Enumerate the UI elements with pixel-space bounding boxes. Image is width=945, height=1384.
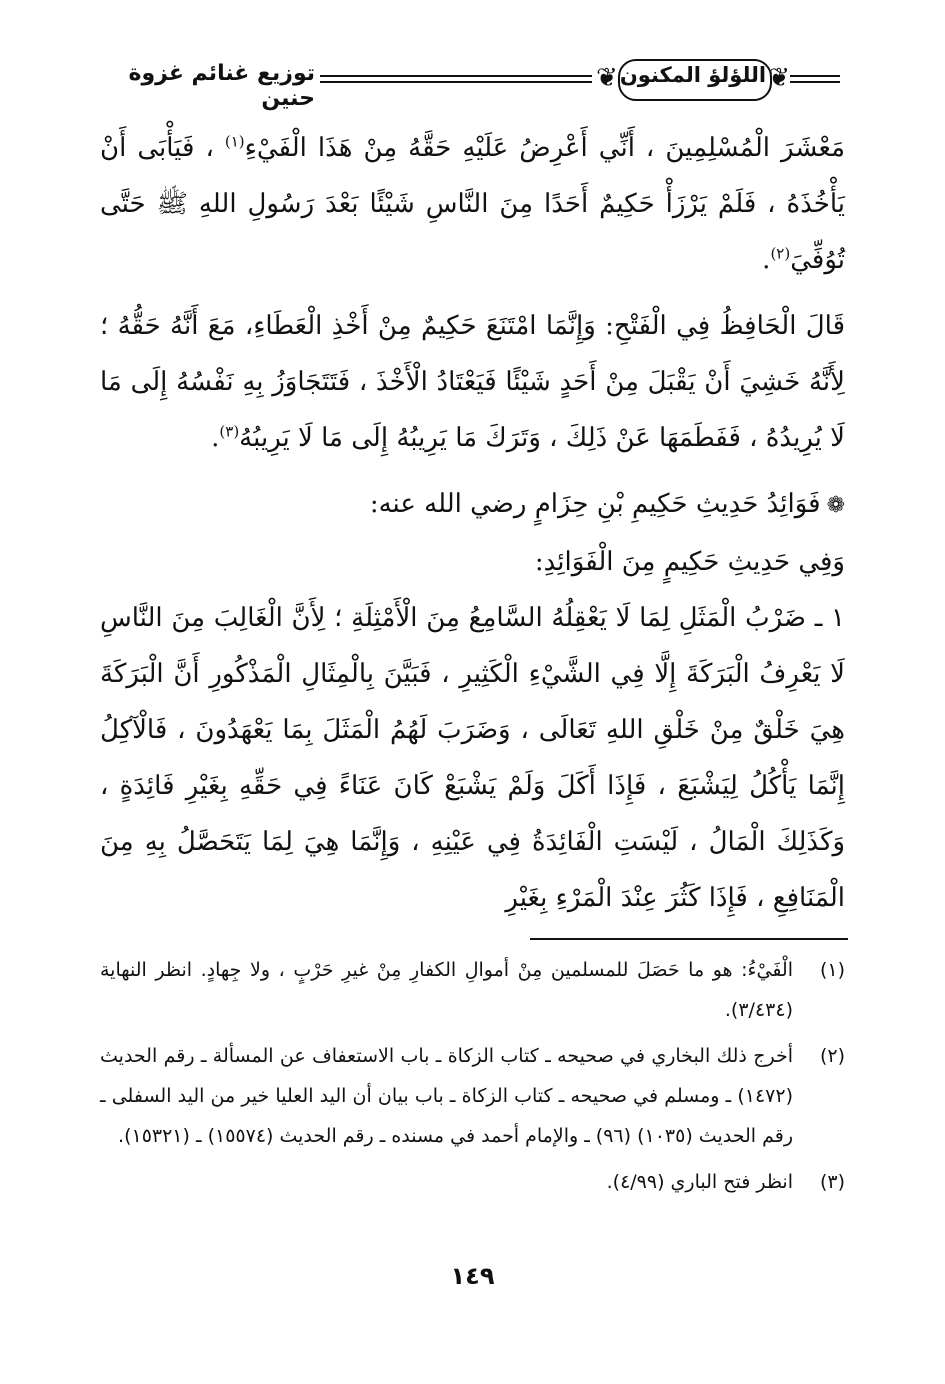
ornament-right-icon: ❦ (768, 63, 790, 93)
footnote-3 (100, 1162, 845, 1202)
footnotes (100, 950, 845, 1208)
footnote-ref-2[interactable]: (٢) (770, 244, 791, 263)
footnote-number: (١) (819, 959, 845, 981)
footnote-1 (100, 950, 845, 1030)
flower-bullet-icon: ❁ (826, 493, 845, 518)
running-header (100, 55, 850, 111)
footnote-ref-1[interactable]: (١) (224, 132, 245, 151)
book-title: اللؤلؤ المكنون (619, 63, 767, 87)
ornament-left-icon: ❦ (596, 63, 618, 93)
main-text (100, 120, 845, 926)
header-rule-short (790, 75, 840, 83)
footnote-text: انظر فتح الباري (٤/٩٩). (606, 1171, 793, 1193)
footnote-2 (100, 1036, 845, 1156)
chapter-title: توزيع غنائم غزوة حنين (128, 61, 315, 111)
footnote-text: الْفَيْءُ: هو ما حَصَلَ للمسلمين مِنْ أموالِ الكفارِ مِنْ غيرِ حَرْبٍ ، ولا جِهادٍ. انظر النهاية (٣/٤٣٤). (100, 959, 793, 1021)
footnote-separator (530, 938, 848, 940)
footnote-text: أخرج ذلك البخاري في صحيحه ـ كتاب الزكاة ـ باب الاستعفاف عن المسألة ـ رقم الحديث (١٤٧٢) ـ ومسلم في صحيحه ـ كتاب الزكاة ـ باب بيان أن اليد العليا خير من اليد السفلى ـ رقم الحديث (١٠٣٥) (٩٦) ـ والإمام أحمد في مسنده ـ رقم الحديث (١٥٥٧٤) ـ (١٥٣٢١). (100, 1045, 793, 1147)
page-number: ١٤٩ (450, 1262, 495, 1290)
paragraph-1: مَعْشَرَ الْمُسْلِمِينَ ، أَنِّي أَعْرِضُ عَلَيْهِ حَقَّهُ مِنْ هَذَا الْفَيْءِ$^{(١)}$ ، فَيَأْبَى أَنْ يَأْخُذَهُ ، فَلَمْ يَرْزَأْ حَكِيمٌ أَحَدًا مِنَ النَّاسِ شَيْئًا بَعْدَ رَسُولِ اللهِ ﷺ حَتَّى تُوُفِّيَ$^{(٢)}$. (100, 132, 845, 275)
benefit-point-1: ١ ـ ضَرْبُ الْمَثَلِ لِمَا لَا يَعْقِلُهُ السَّامِعُ مِنَ الْأَمْثِلَةِ ؛ لِأَنَّ الْغَالِبَ مِنَ النَّاسِ لَا يَعْرِفُ الْبَرَكَةَ إِلَّا فِي الشَّيْءِ الْكَثِيرِ ، فَبَيَّنَ بِالْمِثَالِ الْمَذْكُورِ أَنَّ الْبَرَكَةَ هِيَ خَلْقٌ مِنْ خَلْقِ اللهِ تَعَالَى ، وَضَرَبَ لَهُمُ الْمَثَلَ بِمَا يَعْهَدُونَ ، فَالْآكِلُ إِنَّمَا يَأْكُلُ لِيَشْبَعَ ، فَإِذَا أَكَلَ وَلَمْ يَشْبَعْ كَانَ عَنَاءً فِي حَقِّهِ بِغَيْرِ فَائِدَةٍ ، وَكَذَلِكَ الْمَالُ ، لَيْسَتِ الْفَائِدَةُ فِي عَيْنِهِ ، وَإِنَّمَا هِيَ لِمَا يَتَحَصَّلُ بِهِ مِنَ الْمَنَافِعِ ، فَإِذَا كَثُرَ عِنْدَ الْمَرْءِ بِغَيْرِ (100, 603, 845, 913)
intro-line: وَفِي حَدِيثِ حَكِيمٍ مِنَ الْفَوَائِدِ: (534, 547, 845, 577)
book-title-cartouche (596, 55, 790, 105)
footnote-number: (٣) (819, 1171, 845, 1193)
paragraph-2: قَالَ الْحَافِظُ فِي الْفَتْحِ: وَإِنَّمَا امْتَنَعَ حَكِيمٌ مِنْ أَخْذِ الْعَطَاءِ، مَعَ أَنَّهُ حَقُّهُ ؛ لِأَنَّهُ خَشِيَ أَنْ يَقْبَلَ مِنْ أَحَدٍ شَيْئًا فَيَعْتَادُ الْأَخْذَ ، فَتَتَجَاوَزُ بِهِ نَفْسُهُ إِلَى مَا لَا يُرِيدُهُ ، فَفَطَمَهَا عَنْ ذَلِكَ ، وَتَرَكَ مَا يَرِيبُهُ إِلَى مَا لَا يَرِيبُهُ$^{(٣)}$. (100, 311, 845, 453)
footnote-ref-3[interactable]: (٣) (219, 422, 240, 441)
footnote-number: (٢) (819, 1045, 845, 1067)
section-subheading: ❁فَوَائِدُ حَدِيثِ حَكِيمِ بْنِ حِزَامٍ رضي الله عنه: (369, 489, 845, 519)
header-rule (320, 75, 592, 83)
